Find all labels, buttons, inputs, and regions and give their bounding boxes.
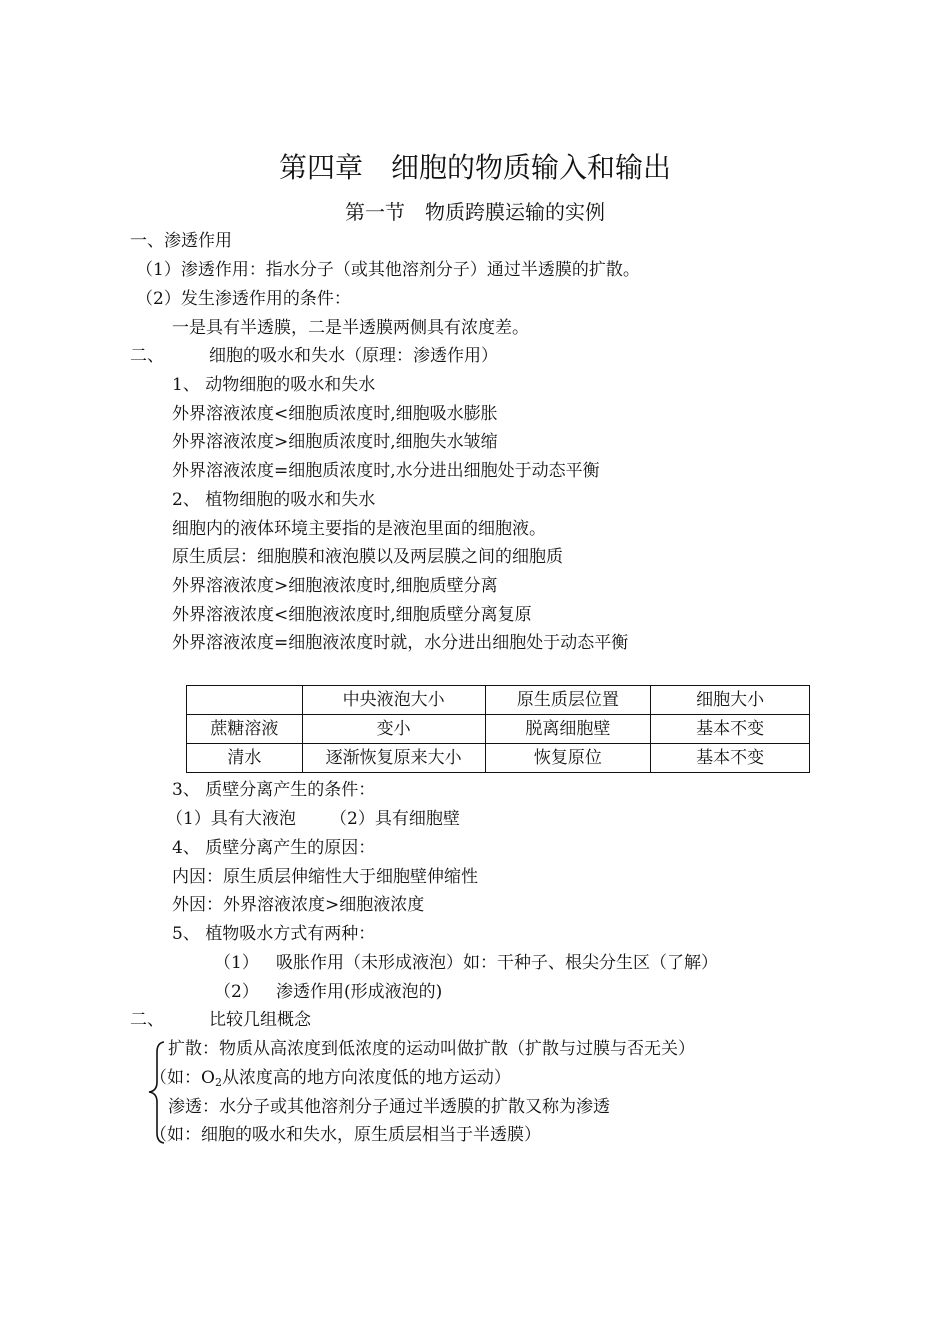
plant-cell-title: 2、 植物细胞的吸水和失水 [172,490,376,510]
plasmolysis-condition-1: （1）具有大液泡 [166,809,296,829]
plant-cell-line: 原生质层：细胞膜和液泡膜以及两层膜之间的细胞质 [172,547,563,567]
table-row [187,744,810,773]
table-header-cell: 中央液泡大小 [302,686,485,715]
table-header-row [187,686,810,715]
concept-diffusion: 扩散：物质从高浓度到低浓度的运动叫做扩散（扩散与过膜与否无关） [168,1039,695,1059]
plasmolysis-external-cause: 外因：外界溶液浓度>细胞液浓度 [172,895,425,915]
animal-cell-title: 1、 动物细胞的吸水和失水 [172,375,376,395]
table-row [187,715,810,744]
plasmolysis-cause-title: 4、 质壁分离产生的原因： [172,838,376,858]
plasmolysis-condition-2: （2）具有细胞壁 [330,809,460,829]
plant-cell-line: 细胞内的液体环境主要指的是液泡里面的细胞液。 [172,519,546,539]
heading-osmosis: 一、渗透作用 [130,231,232,251]
osmosis-conditions-label: （2）发生渗透作用的条件： [136,289,351,309]
table-cell: 基本不变 [651,715,810,744]
concept-osmosis-example: （如：细胞的吸水和失水，原生质层相当于半透膜） [150,1125,541,1145]
table-header-cell [187,686,303,715]
way-1-number: （1） [214,953,259,973]
table-cell: 逐渐恢复原来大小 [302,744,485,773]
table-cell: 变小 [302,715,485,744]
chapter-title: 第四章 细胞的物质输入和输出 [278,151,671,184]
table-cell: 恢复原位 [485,744,651,773]
section-number: 二、 [130,346,164,366]
table-cell: 基本不变 [651,744,810,773]
plant-cell-line: 外界溶液浓度>细胞液浓度时,细胞质壁分离 [172,576,498,596]
table-cell: 脱离细胞壁 [485,715,651,744]
way-2-number: （2） [214,982,259,1002]
table-header-cell: 原生质层位置 [485,686,651,715]
table-cell: 蔗糖溶液 [187,715,303,744]
plant-cell-line: 外界溶液浓度=细胞液浓度时就，水分进出细胞处于动态平衡 [172,633,629,653]
osmosis-definition: （1）渗透作用：指水分子（或其他溶剂分子）通过半透膜的扩散。 [136,260,640,280]
comparison-table [186,685,810,773]
plasmolysis-conditions-title: 3、 质壁分离产生的条件： [172,780,376,800]
table-cell: 清水 [187,744,303,773]
table-header-cell: 细胞大小 [651,686,810,715]
heading-water-absorption: 细胞的吸水和失水（原理：渗透作用） [209,346,498,366]
way-2-text: 渗透作用(形成液泡的) [276,982,443,1002]
osmosis-conditions: 一是具有半透膜，二是半透膜两侧具有浓度差。 [172,318,529,338]
animal-cell-line: 外界溶液浓度<细胞质浓度时,细胞吸水膨胀 [172,404,498,424]
section-title: 第一节 物质跨膜运输的实例 [345,200,605,224]
section-number: 二、 [130,1010,164,1030]
water-absorption-ways-title: 5、 植物吸水方式有两种： [172,924,376,944]
plasmolysis-internal-cause: 内因：原生质层伸缩性大于细胞壁伸缩性 [172,867,478,887]
concept-diffusion-example: （如：$O_2$从浓度高的地方向浓度低的地方运动） [150,1068,511,1089]
heading-compare-concepts: 比较几组概念 [209,1010,311,1030]
plant-cell-line: 外界溶液浓度<细胞液浓度时,细胞质壁分离复原 [172,605,532,625]
animal-cell-line: 外界溶液浓度=细胞质浓度时,水分进出细胞处于动态平衡 [172,461,600,481]
way-1-text: 吸胀作用（未形成液泡）如：干种子、根尖分生区（了解） [276,953,718,973]
concept-osmosis: 渗透：水分子或其他溶剂分子通过半透膜的扩散又称为渗透 [168,1097,610,1117]
animal-cell-line: 外界溶液浓度>细胞质浓度时,细胞失水皱缩 [172,432,498,452]
